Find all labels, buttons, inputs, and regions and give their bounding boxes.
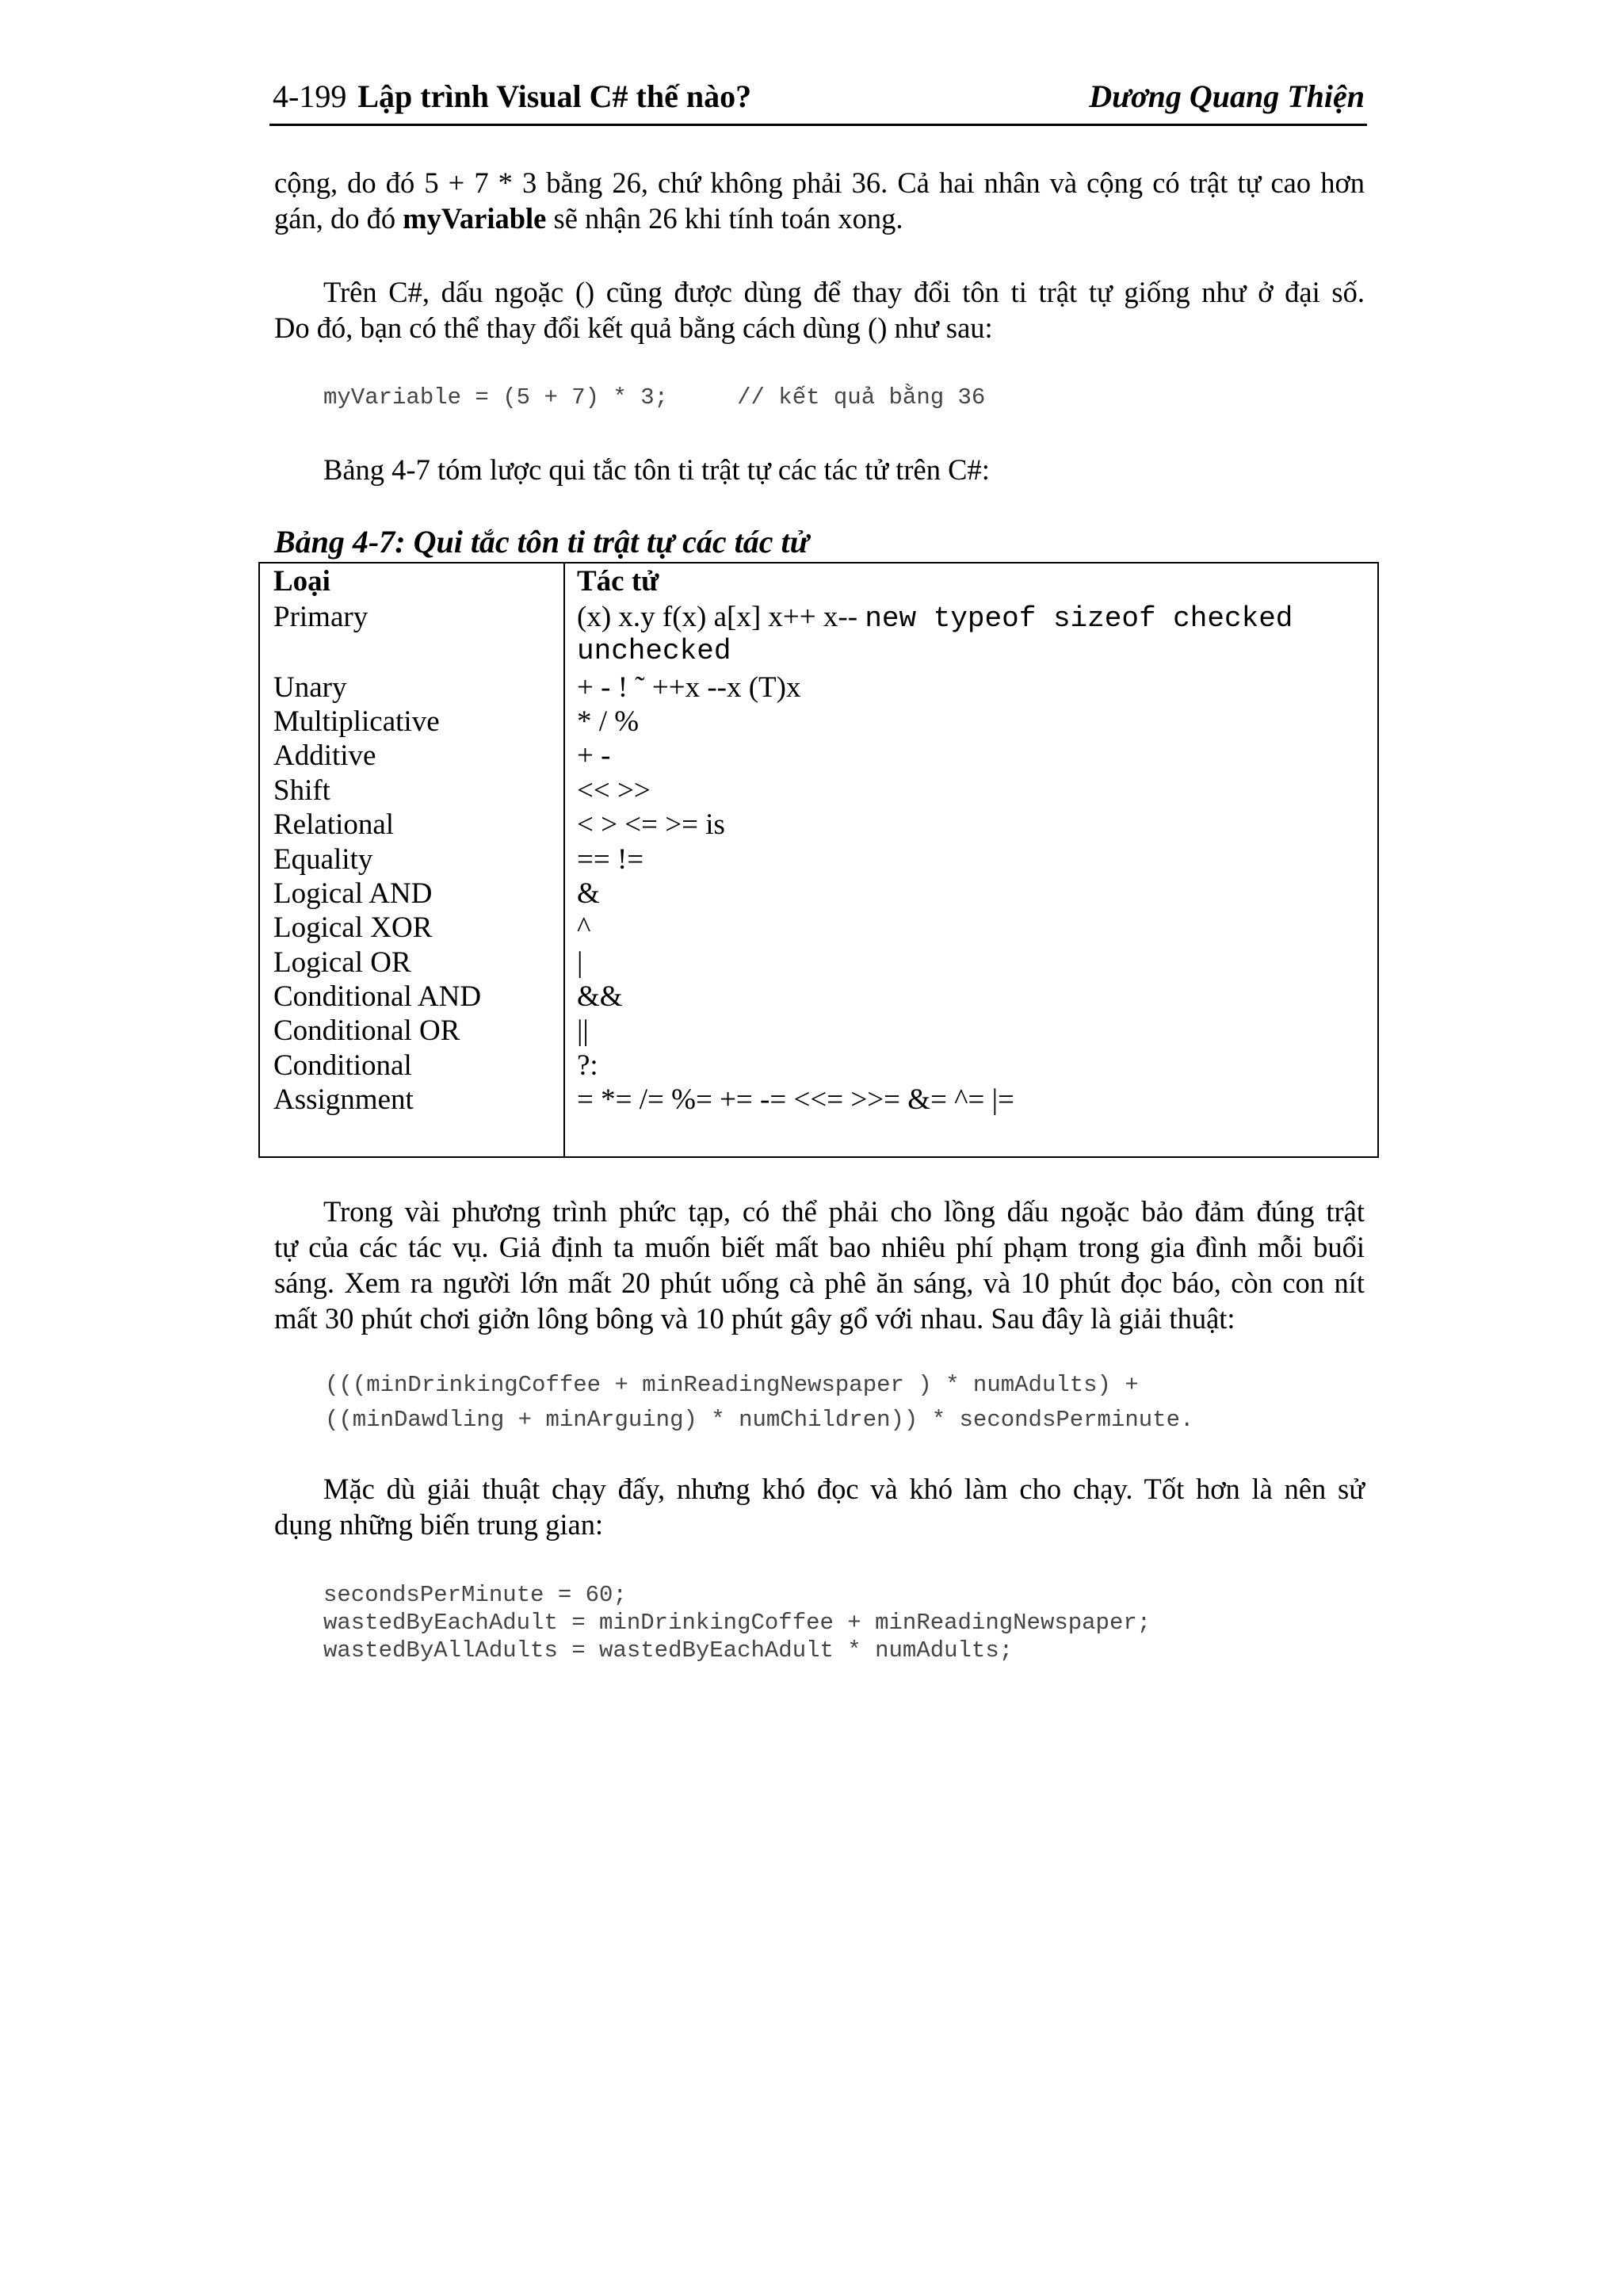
table-cell-operators: == != [577, 843, 644, 876]
table-cell-category: Additive [273, 739, 376, 772]
header-rule [269, 124, 1367, 126]
paragraph-1 [274, 165, 1365, 236]
table-cell-category: Conditional [273, 1049, 412, 1082]
table-cell-operators-cont: unchecked [577, 635, 731, 667]
code-snippet-3-line-3: wastedByAllAdults = wastedByEachAdult * numAdults; [323, 1637, 1014, 1664]
code-snippet-2-line-2: ((minDawdling + minArguing) * numChildren)) * secondsPerminute. [325, 1407, 1194, 1433]
table-cell-operators: && [577, 980, 623, 1013]
table-cell-category: Assignment [273, 1083, 414, 1116]
table-cell-category: Unary [273, 671, 347, 704]
paragraph-2-line-1: Trên C#, dấu ngoặc () cũng được dùng để thay đổi tôn ti trật tự giống như ở đại số. [323, 276, 1365, 308]
table-cell-operators: * / % [577, 705, 640, 738]
table-cell-operators: + - [577, 739, 611, 772]
table-cell-category: Conditional AND [273, 980, 482, 1013]
paragraph-2-line-2: Do đó, bạn có thể thay đổi kết quả bằng cách dùng () như sau: [274, 311, 993, 344]
table-cell-operators: << >> [577, 774, 651, 807]
paragraph-4-line-3: sáng. Xem ra người lớn mất 20 phút uống cà phê ăn sáng, và 10 phút đọc báo, còn con nít [274, 1266, 1365, 1299]
author-name: Dương Quang Thiện [1089, 78, 1365, 114]
table-cell-operators: + - ! ˜ ++x --x (T)x [577, 671, 801, 704]
table-column-divider [563, 562, 565, 1158]
code-snippet-2-line-1: (((minDrinkingCoffee + minReadingNewspaper ) * numAdults) + [325, 1372, 1139, 1398]
code-snippet-1: myVariable = (5 + 7) * 3; // kết quả bằng 36 [323, 384, 986, 411]
paragraph-4-line-2: tự của các tác vụ. Giả định ta muốn biết mất bao nhiêu phí phạm trong gia đình mỗi buổi [274, 1231, 1365, 1263]
table-cell-operators: & [577, 877, 600, 910]
paragraph-1-line-1: cộng, do đó 5 + 7 * 3 bằng 26, chứ không phải 36. Cả hai nhân và cộng có trật tự cao hơn [274, 166, 1365, 199]
code-snippet-3-line-1: secondsPerMinute = 60; [323, 1582, 627, 1608]
table-cell-category: Conditional OR [273, 1014, 460, 1047]
paragraph-2 [274, 274, 1365, 346]
table-cell-category: Primary [273, 601, 369, 633]
paragraph-5 [274, 1471, 1365, 1542]
table-header-operators: Tác tử [577, 565, 659, 598]
code-snippet-3-line-2: wastedByEachAdult = minDrinkingCoffee + minReadingNewspaper; [323, 1610, 1151, 1636]
table-cell-category: Logical OR [273, 946, 411, 979]
paragraph-3-line-1: Bảng 4-7 tóm lược qui tắc tôn ti trật tự các tác tử trên C#: [323, 453, 990, 486]
page-number: 4-199 [273, 78, 347, 114]
table-cell-category: Logical AND [273, 877, 433, 910]
book-title: Lập trình Visual C# thế nào? [357, 78, 752, 114]
paragraph-4-line-4: mất 30 phút chơi giởn lông bông và 10 phút gây gổ với nhau. Sau đây là giải thuật: [274, 1302, 1235, 1335]
operators-keywords: new typeof sizeof checked [865, 602, 1293, 635]
table-cell-operators: < > <= >= is [577, 808, 725, 841]
paragraph-3 [274, 452, 1365, 487]
page-header-left [273, 78, 751, 115]
paragraph-4-line-1: Trong vài phương trình phức tạp, có thể phải cho lồng dấu ngoặc bảo đảm đúng trật [323, 1195, 1365, 1228]
paragraph-5-line-1: Mặc dù giải thuật chạy đấy, nhưng khó đọc và khó làm cho chạy. Tốt hơn là nên sử [323, 1473, 1365, 1505]
table-cell-category: Shift [273, 774, 330, 807]
paragraph-1-line-2 [274, 201, 1365, 236]
table-cell-category: Relational [273, 808, 395, 841]
table-cell-category: Multiplicative [273, 705, 440, 738]
paragraph-4 [274, 1194, 1365, 1336]
variable-name: myVariable [403, 202, 547, 235]
table-cell-operators [577, 600, 1293, 636]
table-caption: Bảng 4-7: Qui tắc tôn ti trật tự các tác tử [274, 524, 809, 560]
table-cell-operators: ^ [577, 911, 591, 944]
table-cell-operators: ?: [577, 1049, 598, 1082]
table-cell-category: Equality [273, 843, 373, 876]
table-cell-category: Logical XOR [273, 911, 433, 944]
table-cell-operators: | [577, 946, 583, 979]
text-span: sẽ nhận 26 khi tính toán xong. [546, 202, 903, 235]
table-header-category: Loại [273, 565, 330, 598]
text-span: gán, do đó [274, 202, 403, 235]
paragraph-5-line-2: dụng những biến trung gian: [274, 1508, 604, 1541]
table-cell-operators: || [577, 1014, 589, 1047]
precedence-table [258, 562, 1379, 1158]
operators-serif: (x) x.y f(x) a[x] x++ x-- [577, 601, 858, 633]
table-cell-operators: = *= /= %= += -= <<= >>= &= ^= |= [577, 1083, 1014, 1116]
